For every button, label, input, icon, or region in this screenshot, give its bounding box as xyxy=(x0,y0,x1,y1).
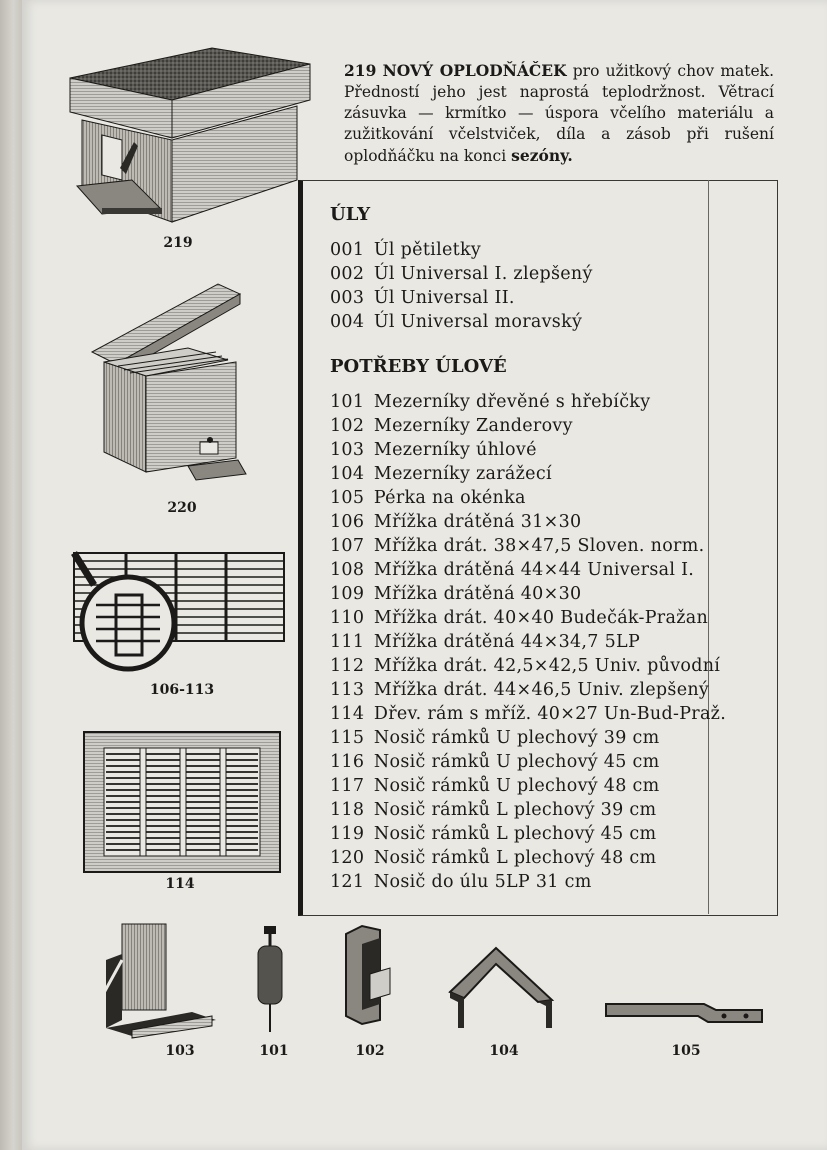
caption-106-113: 106-113 xyxy=(149,682,215,698)
caption-105: 105 xyxy=(671,1043,701,1059)
section-heading-potreby: POTŘEBY ÚLOVÉ xyxy=(330,356,507,377)
list-item: 114 Dřev. rám s mříž. 40×27 Un-Bud-Praž. xyxy=(330,704,727,724)
zander-spacer-illustration xyxy=(340,924,396,1026)
list-item: 120 Nosič rámků L plechový 48 cm xyxy=(330,848,657,868)
caption-219: 219 xyxy=(163,235,193,251)
list-item: 107 Mřížka drát. 38×47,5 Sloven. norm. xyxy=(330,536,705,556)
product-description-emphasis: sezóny. xyxy=(511,146,573,165)
caption-102: 102 xyxy=(355,1043,385,1059)
push-spacer-illustration xyxy=(440,940,562,1030)
list-item: 111 Mřížka drátěná 44×34,7 5LP xyxy=(330,632,641,652)
list-item: 109 Mřížka drátěná 40×30 xyxy=(330,584,582,604)
hive-illustration xyxy=(88,282,258,492)
wooden-spacer-nail-illustration xyxy=(250,924,290,1034)
list-item: 119 Nosič rámků L plechový 45 cm xyxy=(330,824,657,844)
list-item: 001 Úl pětiletky xyxy=(330,240,482,260)
list-item: 103 Mezerníky úhlové xyxy=(330,440,537,460)
section-heading-uly: ÚLY xyxy=(330,204,371,225)
list-item: 121 Nosič do úlu 5LP 31 cm xyxy=(330,872,592,892)
product-number: 219 xyxy=(344,61,377,80)
product-title: NOVÝ OPLODŇÁČEK xyxy=(382,61,567,80)
queen-excluder-grid-illustration xyxy=(66,545,288,675)
product-description-text: pro užitkový chov matek. Předností jeho jest naprostá teplodržnost. Větrací zásuvka — krmítko — úspora včelího materiálu a zužitkování včelstviček, díla a zásob při rušení oplodňáčku na konci xyxy=(344,62,774,165)
list-item: 102 Mezerníky Zanderovy xyxy=(330,416,573,436)
binding-spine xyxy=(0,0,22,1150)
caption-101: 101 xyxy=(259,1043,289,1059)
list-item: 115 Nosič rámků U plechový 39 cm xyxy=(330,728,660,748)
caption-104: 104 xyxy=(489,1043,519,1059)
list-item: 112 Mřížka drát. 42,5×42,5 Univ. původní xyxy=(330,656,721,676)
box-divider-line xyxy=(708,180,709,914)
caption-220: 220 xyxy=(167,500,197,516)
list-item: 108 Mřížka drátěná 44×44 Universal I. xyxy=(330,560,695,580)
list-item: 110 Mřížka drát. 40×40 Budečák-Pražan xyxy=(330,608,709,628)
list-item: 105 Pérka na okénka xyxy=(330,488,526,508)
list-item: 118 Nosič rámků L plechový 39 cm xyxy=(330,800,657,820)
list-item: 116 Nosič rámků U plechový 45 cm xyxy=(330,752,660,772)
caption-103: 103 xyxy=(165,1043,195,1059)
product-219-description xyxy=(344,60,774,167)
list-item: 113 Mřížka drát. 44×46,5 Univ. zlepšený xyxy=(330,680,710,700)
list-item: 004 Úl Universal moravský xyxy=(330,312,583,332)
window-spring-illustration xyxy=(604,998,764,1028)
angle-spacer-illustration xyxy=(92,920,222,1040)
list-item: 106 Mřížka drátěná 31×30 xyxy=(330,512,582,532)
list-item: 104 Mezerníky zarážecí xyxy=(330,464,552,484)
list-item: 002 Úl Universal I. zlepšený xyxy=(330,264,593,284)
framed-grid-illustration xyxy=(82,730,282,875)
list-item: 101 Mezerníky dřevěné s hřebíčky xyxy=(330,392,651,412)
caption-114: 114 xyxy=(165,876,195,892)
list-item: 003 Úl Universal II. xyxy=(330,288,515,308)
list-item: 117 Nosič rámků U plechový 48 cm xyxy=(330,776,660,796)
nucleus-box-illustration xyxy=(62,40,312,230)
